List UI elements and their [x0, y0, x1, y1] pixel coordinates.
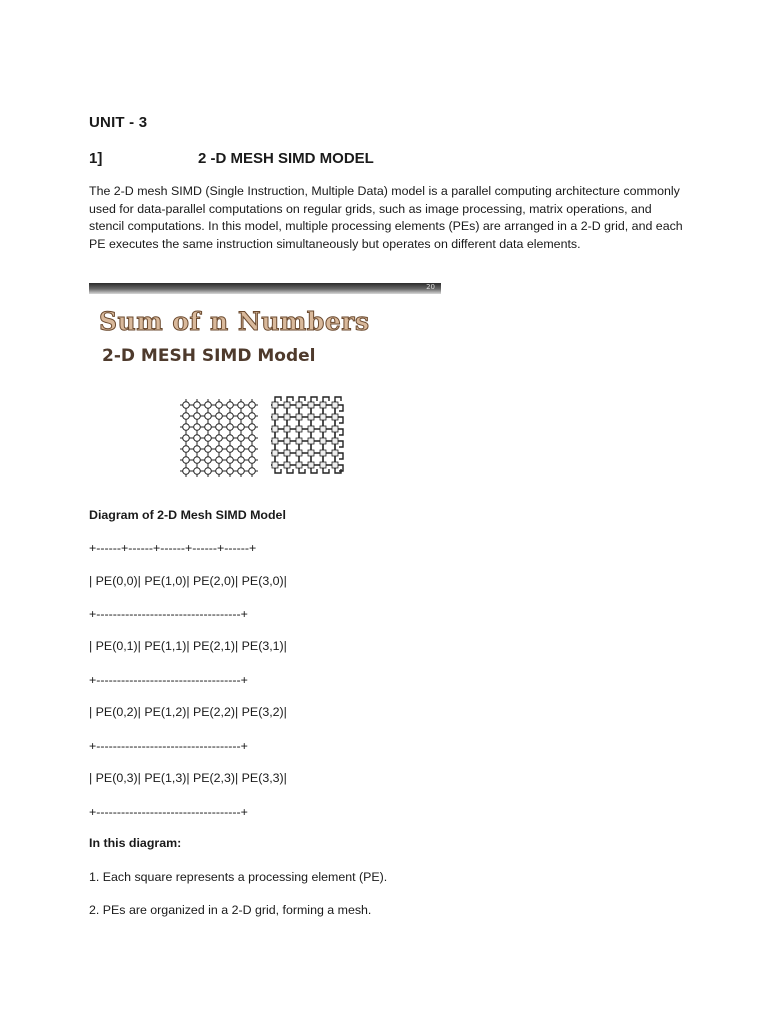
section-number: 1] [89, 150, 103, 167]
ascii-diagram-line: +-----------------------------------+ [89, 607, 248, 621]
wraparound-mesh-illustration [271, 397, 343, 473]
mesh-grid-illustration [180, 399, 258, 477]
slide-title: Sum of n Numbers [99, 307, 370, 336]
ascii-diagram-line: +-----------------------------------+ [89, 739, 248, 753]
ascii-diagram-line: | PE(0,2)| PE(1,2)| PE(2,2)| PE(3,2)| [89, 705, 287, 719]
slide-image [89, 283, 441, 483]
ascii-diagram-line: | PE(0,3)| PE(1,3)| PE(2,3)| PE(3,3)| [89, 771, 287, 785]
notes-heading: In this diagram: [89, 836, 182, 850]
ascii-diagram-line: | PE(0,1)| PE(1,1)| PE(2,1)| PE(3,1)| [89, 639, 287, 653]
intro-paragraph: The 2-D mesh SIMD (Single Instruction, Multiple Data) model is a parallel computing architecture commonly used for data-parallel computations on regular grids, such as image processing, matrix operations, and stencil computations. In this model, multiple processing elements (PEs) are arranged in a 2-D grid, and each PE executes the same instruction simultaneously but operates on different data elements. [89, 184, 683, 251]
slide-number: 20 [426, 283, 435, 291]
diagram-caption: Diagram of 2-D Mesh SIMD Model [89, 508, 286, 522]
ascii-diagram-line: | PE(0,0)| PE(1,0)| PE(2,0)| PE(3,0)| [89, 574, 287, 588]
slide-subtitle: 2-D MESH SIMD Model [102, 346, 316, 366]
ascii-diagram-line: +-----------------------------------+ [89, 673, 248, 687]
note-item: 1. Each square represents a processing element (PE). [89, 870, 388, 884]
mesh-network-illustration [89, 283, 441, 483]
ascii-diagram-line: +------+------+------+------+------+ [89, 541, 257, 555]
ascii-diagram-line: +-----------------------------------+ [89, 805, 248, 819]
section-title: 2 -D MESH SIMD MODEL [198, 150, 374, 167]
note-item: 2. PEs are organized in a 2-D grid, forming a mesh. [89, 903, 372, 917]
unit-title: UNIT - 3 [89, 114, 148, 131]
